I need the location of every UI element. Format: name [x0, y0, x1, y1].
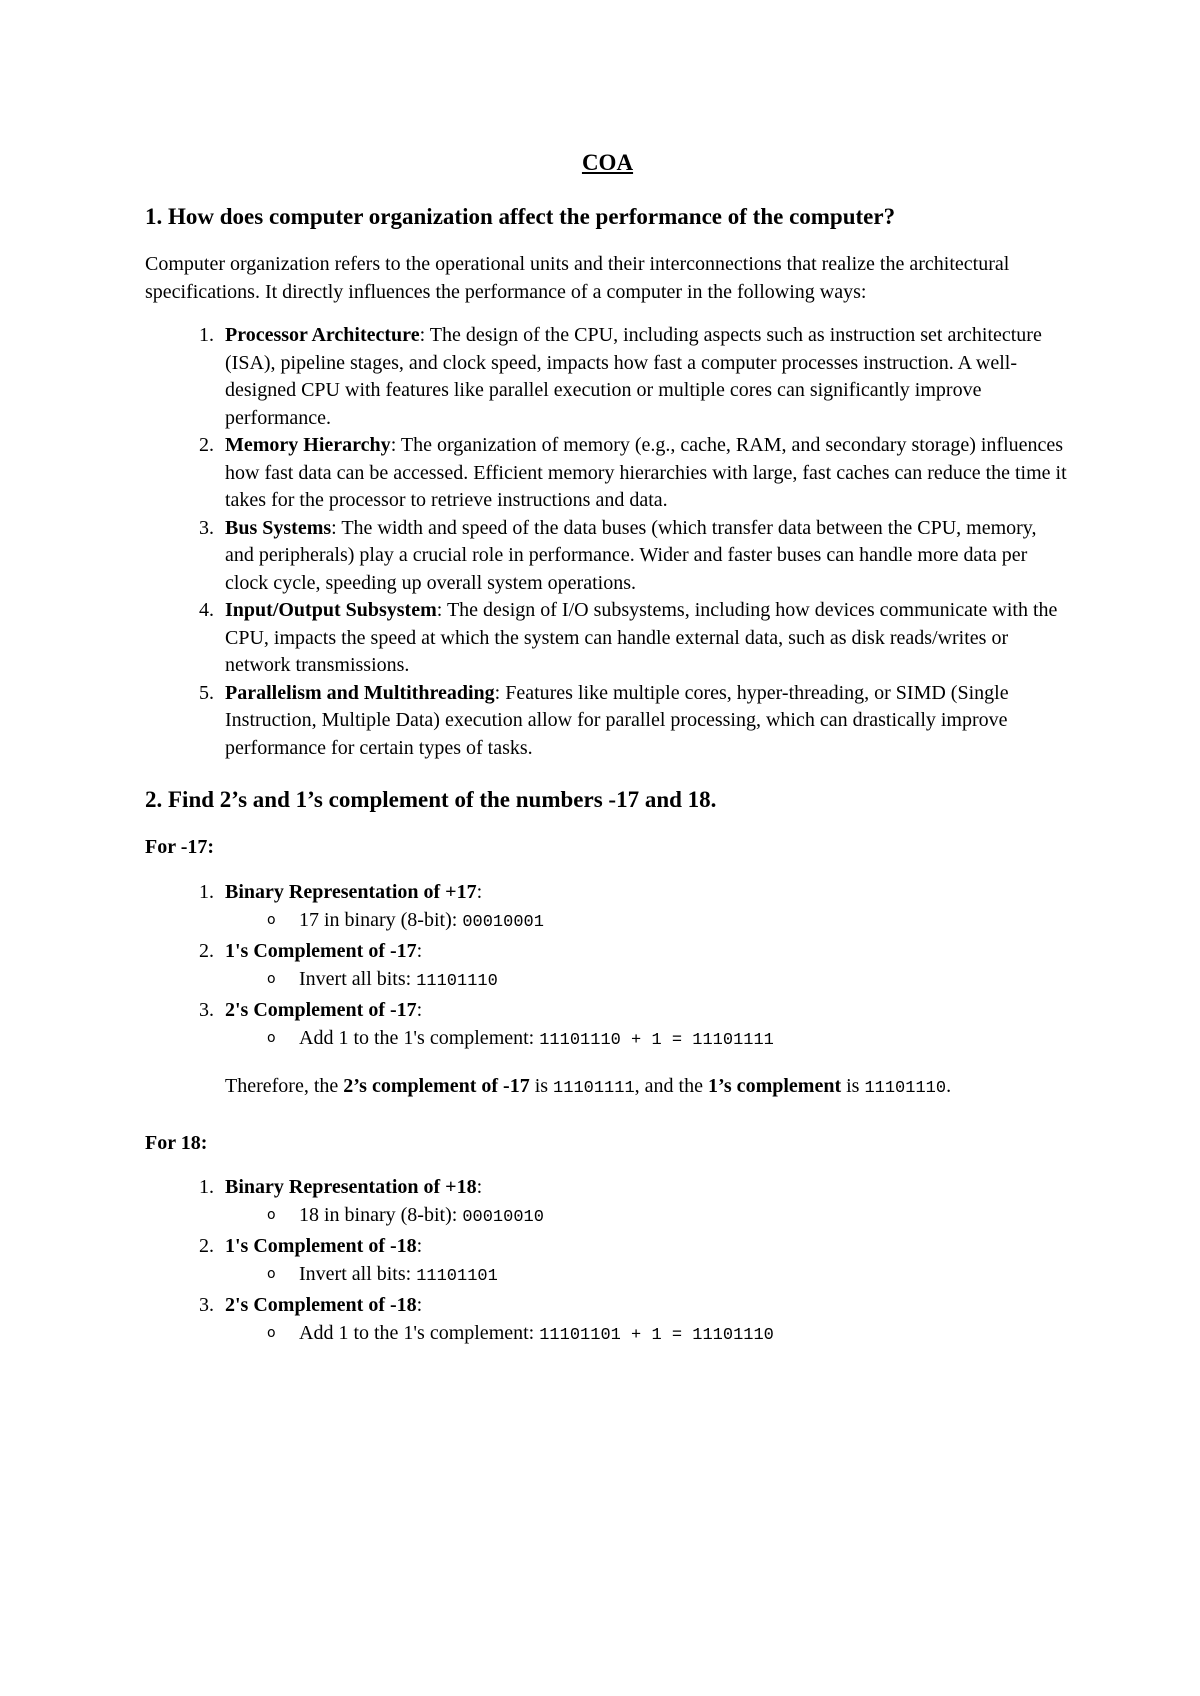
sub-list: [225, 1319, 1070, 1350]
step-term: 2's Complement of -17: [225, 998, 417, 1021]
sub-text: Add 1 to the 1's complement:: [299, 1026, 540, 1049]
step-colon: :: [476, 1176, 483, 1198]
bullet-icon: o: [267, 911, 276, 928]
sub-list-item: [267, 906, 1070, 937]
binary-code: 00010010: [462, 1208, 544, 1227]
sub-list: [225, 1260, 1070, 1291]
step-colon: :: [476, 880, 483, 903]
step-term: Binary Representation of +18: [225, 1176, 477, 1198]
sub-text: 17 in binary (8-bit):: [299, 908, 463, 931]
conclusion-text: .: [946, 1074, 952, 1097]
sub-list: [225, 1201, 1070, 1232]
pos18-heading: For 18:: [145, 1131, 208, 1154]
list-item: [219, 996, 1070, 1055]
point-term: Bus Systems: [225, 516, 332, 539]
step-term: 2's Complement of -18: [225, 1294, 417, 1316]
conclusion-bold: 1’s complement: [707, 1074, 842, 1097]
bullet-icon: o: [267, 1207, 276, 1223]
neg17-conclusion: [225, 1071, 1070, 1104]
sub-text: Add 1 to the 1's complement:: [299, 1322, 540, 1344]
step-term: 1's Complement of -17: [225, 939, 417, 962]
binary-code: 11101110: [864, 1078, 947, 1098]
pos18-steps-list: [145, 1173, 1070, 1350]
sub-list: [225, 906, 1070, 937]
performance-factors-list: [145, 322, 1070, 762]
binary-code: 11101101: [416, 1267, 498, 1286]
step-colon: :: [416, 939, 423, 962]
neg17-heading: For -17:: [145, 836, 215, 858]
point-term: Processor Architecture: [225, 324, 420, 346]
list-item: [219, 597, 1070, 680]
sub-text: Invert all bits:: [299, 967, 417, 990]
conclusion-text: Therefore, the: [225, 1074, 344, 1097]
binary-code: 11101110: [416, 971, 498, 991]
step-colon: :: [416, 998, 423, 1021]
point-term: Parallelism and Multithreading: [225, 681, 495, 704]
sub-list: [225, 965, 1070, 996]
question-1-intro: Computer organization refers to the operational units and their interconnections that realize the architectural specifications. It directly influences the performance of a computer in the following ways:: [145, 253, 1010, 303]
question-1-section: [145, 201, 1070, 762]
step-term: Binary Representation of +17: [225, 880, 477, 903]
sub-list-item: [267, 1201, 1070, 1232]
conclusion-text: , and the: [634, 1074, 708, 1097]
sub-list-item: [267, 1319, 1070, 1350]
point-text: : The organization of memory (e.g., cache, RAM, and secondary storage) influences how fast data can be accessed. Efficient memory hierarchies with large, fast caches can reduce the time it takes for the processor to retrieve instructions and data.: [225, 434, 1067, 511]
bullet-icon: o: [267, 1029, 276, 1046]
list-item: [219, 432, 1070, 515]
binary-code: 11101101 + 1 = 11101110: [539, 1326, 774, 1345]
question-2-section: [145, 784, 1070, 1350]
question-1-heading: 1. How does computer organization affect the performance of the computer?: [145, 204, 896, 229]
sub-text: Invert all bits:: [299, 1263, 417, 1285]
step-colon: :: [416, 1294, 423, 1316]
sub-list-item: [267, 1024, 1070, 1055]
sub-list-item: [267, 1260, 1070, 1291]
conclusion-text: is: [841, 1074, 865, 1097]
point-text: : The design of the CPU, including aspects such as instruction set architecture (ISA), pipeline stages, and clock speed, impacts how fast a computer processes instruction. A well-designed CPU with features like parallel execution or multiple cores can significantly improve performance.: [225, 324, 1042, 429]
list-item: [219, 1232, 1070, 1291]
point-term: Input/Output Subsystem: [225, 599, 437, 621]
bullet-icon: o: [267, 1266, 276, 1282]
binary-code: 00010001: [462, 912, 544, 932]
sub-list: [225, 1024, 1070, 1055]
bullet-icon: o: [267, 1325, 276, 1341]
sub-list-item: [267, 965, 1070, 996]
point-text: : The width and speed of the data buses (which transfer data between the CPU, memory, and peripherals) play a crucial role in performance. Wider and faster buses can handle more data per clock cycle, speeding up overall system operations.: [225, 516, 1037, 594]
list-item: [219, 322, 1070, 432]
list-item: [219, 1173, 1070, 1232]
conclusion-text: is: [529, 1074, 554, 1097]
list-item: [219, 878, 1070, 937]
point-text: : Features like multiple cores, hyper-threading, or SIMD (Single Instruction, Multiple Data) execution allow for parallel processing, which can drastically improve performance for certain types of tasks.: [225, 681, 1009, 759]
list-item: [219, 515, 1070, 598]
step-term: 1's Complement of -18: [225, 1235, 417, 1257]
list-item: [219, 937, 1070, 996]
document-title: COA: [581, 150, 634, 175]
bullet-icon: o: [267, 970, 276, 987]
step-colon: :: [416, 1235, 423, 1257]
conclusion-bold: 2’s complement of -17: [343, 1074, 530, 1097]
neg17-steps-list: [145, 878, 1070, 1055]
list-item: [219, 1291, 1070, 1350]
point-term: Memory Hierarchy: [225, 434, 391, 456]
point-text: : The design of I/O subsystems, including how devices communicate with the CPU, impacts the speed at which the system can handle external data, such as disk reads/writes or network transmissions.: [225, 599, 1058, 676]
binary-code: 11101111: [553, 1078, 635, 1098]
binary-code: 11101110 + 1 = 11101111: [539, 1030, 774, 1050]
sub-text: 18 in binary (8-bit):: [299, 1204, 463, 1226]
question-2-heading: 2. Find 2’s and 1’s complement of the numbers -17 and 18.: [145, 787, 717, 812]
list-item: [219, 680, 1070, 763]
